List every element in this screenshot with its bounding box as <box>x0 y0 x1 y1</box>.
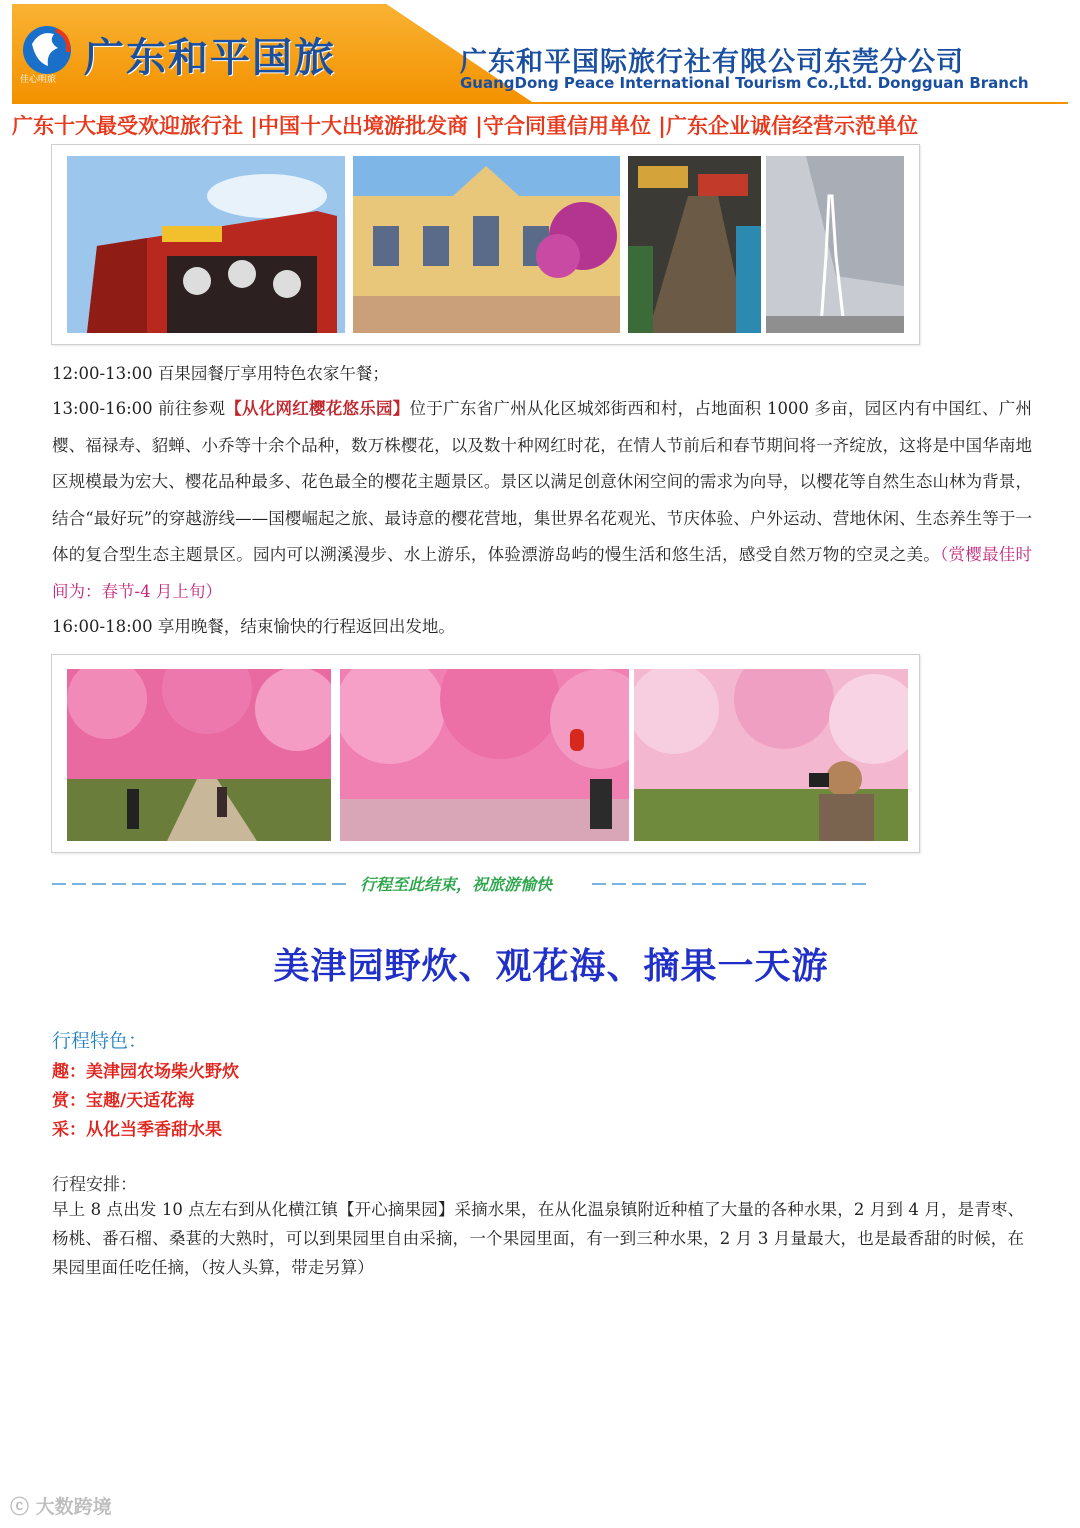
photo-strip-cherry <box>51 654 920 853</box>
feature-item-fruit: 采：从化当季香甜水果 <box>52 1120 222 1140</box>
itinerary-dinner: 16:00-18:00 享用晚餐，结束愉快的行程返回出发地。 <box>52 617 455 636</box>
cherry-park-description: 位于广东省广州从化区城郊街西和村，占地面积 1000 多亩，园区内有中国红、广州樱、福禄寿、貂蝉、小乔等十余个品种，数万株樱花，以及数十种网红时花，在情人节前后和春节期间将一齐绽放，这将是中国华南地区规模最为宏大、樱花品种最多、花色最全的樱花主题景区。景区以满足创意休闲空间的需求为向导，以樱花等自然生态山林为背景，结合“最好玩”的穿越游线——国樱崛起之旅、最诗意的樱花营地，集世界名花观光、节庆体验、户外运动、营地休闲、生态养生等于一体的复合型生态主题景区。园内可以溯溪漫步、水上游乐，体验漂游岛屿的慢生活和悠生活，感受自然万物的空灵之美。 <box>52 399 1033 564</box>
brand-name: 广东和平国旅 <box>84 35 336 81</box>
schedule-description: 早上 8 点出发 10 点左右到从化横江镇【开心摘果园】采摘水果，在从化温泉镇附近种植了大量的各种水果，2 月到 4 月，是青枣、杨桃、番石榴、桑葚的大熟时，可以到果园里自由采摘，一个果园里面，有一到三种水果，2 月 3 月量最大，也是最香甜的时候，在果园里面任吃任摘，（按人头算，带走另算） <box>52 1200 1024 1277</box>
page-header <box>0 0 1080 106</box>
feature-item-flowers: 赏：宝趣/天适花海 <box>52 1091 195 1111</box>
schedule-heading: 行程安排： <box>52 1175 137 1195</box>
company-name-en: GuangDong Peace International Tourism Co.,Ltd. Dongguan Branch <box>460 74 1029 92</box>
photo-cherry-path <box>67 669 331 841</box>
photo-colorful-stairs <box>628 156 761 333</box>
photo-eiffel-model <box>766 156 904 333</box>
itinerary-time: 13:00-16:00 前往参观 <box>52 399 226 418</box>
photo-cherry-tunnel <box>340 669 629 841</box>
honor-slogan: 广东十大最受欢迎旅行社 |中国十大出境游批发商 |守合同重信用单位 |广东企业诚信经营示范单位 <box>12 114 918 138</box>
divider-line-right <box>592 883 872 885</box>
end-of-itinerary-divider <box>52 872 872 896</box>
photo-strip-town <box>51 144 920 345</box>
itinerary-lunch: 12:00-13:00 百果园餐厅享用特色农家午餐； <box>52 364 389 383</box>
header-divider <box>12 102 1068 104</box>
divider-line-left <box>52 883 352 885</box>
company-name-cn: 广东和平国际旅行社有限公司东莞分公司 <box>460 47 964 78</box>
cherry-park-name: 【从化网红樱花悠乐园】 <box>225 399 410 418</box>
feature-item-cooking: 趣：美津园农场柴火野炊 <box>52 1062 239 1082</box>
end-message: 行程至此结束，祝旅游愉快 <box>360 875 553 894</box>
photo-mural-building <box>67 156 345 333</box>
watermark-logo-icon: ⓒ <box>10 1496 30 1518</box>
watermark <box>10 1492 112 1519</box>
globe-logo-icon <box>18 22 76 78</box>
tour-title: 美津园野炊、观花海、摘果一天游 <box>273 945 829 987</box>
cherry-best-time-note: （赏樱最佳时间为：春节-4 月上旬） <box>52 545 1033 601</box>
photo-cherry-photographer <box>634 669 908 841</box>
logo-subtext: 佳心明旅 <box>20 75 57 85</box>
features-heading: 行程特色： <box>52 1030 148 1052</box>
itinerary-cherry-park <box>52 391 1032 610</box>
photo-european-street <box>353 156 620 333</box>
watermark-text: 大数跨境 <box>35 1496 112 1518</box>
